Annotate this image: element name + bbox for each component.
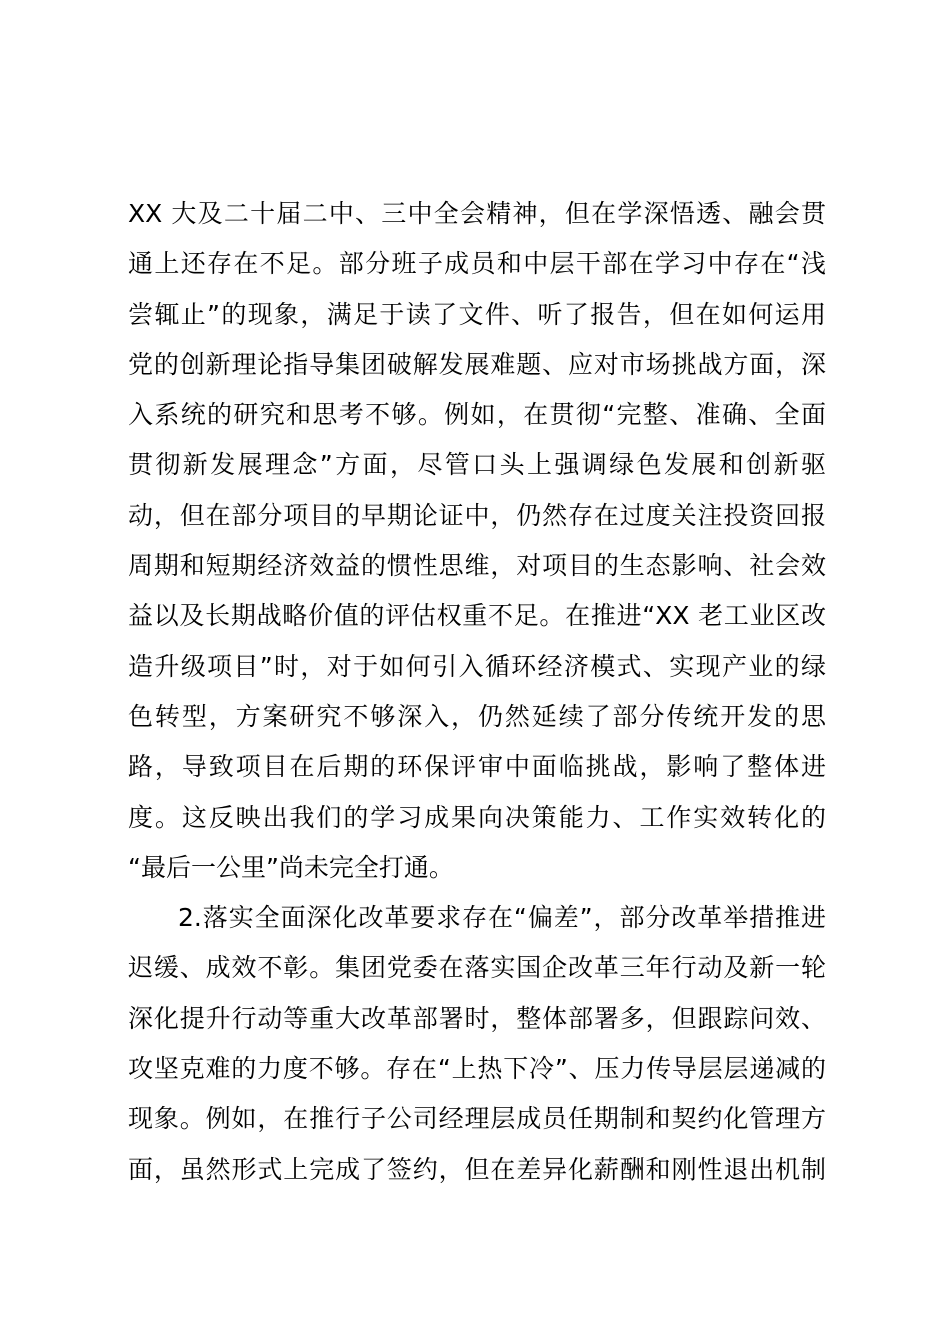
paragraph-2 — [128, 893, 826, 1195]
text-line: 通上还存在不足。部分班子成员和中层干部在学习中存在“浅 — [128, 249, 826, 279]
text-line: 迟缓、成效不彰。集团党委在落实国企改革三年行动及新一轮 — [128, 953, 826, 983]
text-line: XX 大及二十届二中、三中全会精神，但在学深悟透、融会贯 — [128, 199, 826, 228]
body-text — [128, 189, 826, 1195]
text-line: 路，导致项目在后期的环保评审中面临挑战，影响了整体进 — [128, 752, 826, 782]
text-line: 尝辄止”的现象，满足于读了文件、听了报告，但在如何运用 — [128, 299, 826, 329]
text-line: 造升级项目”时，对于如何引入循环经济模式、实现产业的绿 — [128, 651, 826, 681]
text-line: 贯彻新发展理念”方面，尽管口头上强调绿色发展和创新驱 — [128, 450, 826, 480]
text-line: 现象。例如，在推行子公司经理层成员任期制和契约化管理方 — [128, 1104, 826, 1134]
text-line: 色转型，方案研究不够深入，仍然延续了部分传统开发的思 — [128, 701, 826, 731]
text-line: 入系统的研究和思考不够。例如，在贯彻“完整、准确、全面 — [128, 400, 826, 430]
text-line: 益以及长期战略价值的评估权重不足。在推进“XX 老工业区改 — [128, 601, 826, 631]
text-line: 周期和短期经济效益的惯性思维，对项目的生态影响、社会效 — [128, 551, 826, 581]
text-line: 2.落实全面深化改革要求存在“偏差”，部分改革举措推进 — [178, 903, 826, 933]
text-line: 攻坚克难的力度不够。存在“上热下冷”、压力传导层层递减的 — [128, 1054, 826, 1084]
text-line: 深化提升行动等重大改革部署时，整体部署多，但跟踪问效、 — [128, 1003, 826, 1033]
text-line: 党的创新理论指导集团破解发展难题、应对市场挑战方面，深 — [128, 349, 826, 379]
text-line: “最后一公里”尚未完全打通。 — [128, 852, 454, 882]
text-line: 面，虽然形式上完成了签约，但在差异化薪酬和刚性退出机制 — [128, 1154, 826, 1184]
paragraph-1 — [128, 189, 826, 893]
text-line: 度。这反映出我们的学习成果向决策能力、工作实效转化的 — [128, 802, 826, 832]
text-line: 动，但在部分项目的早期论证中，仍然存在过度关注投资回报 — [128, 500, 826, 530]
